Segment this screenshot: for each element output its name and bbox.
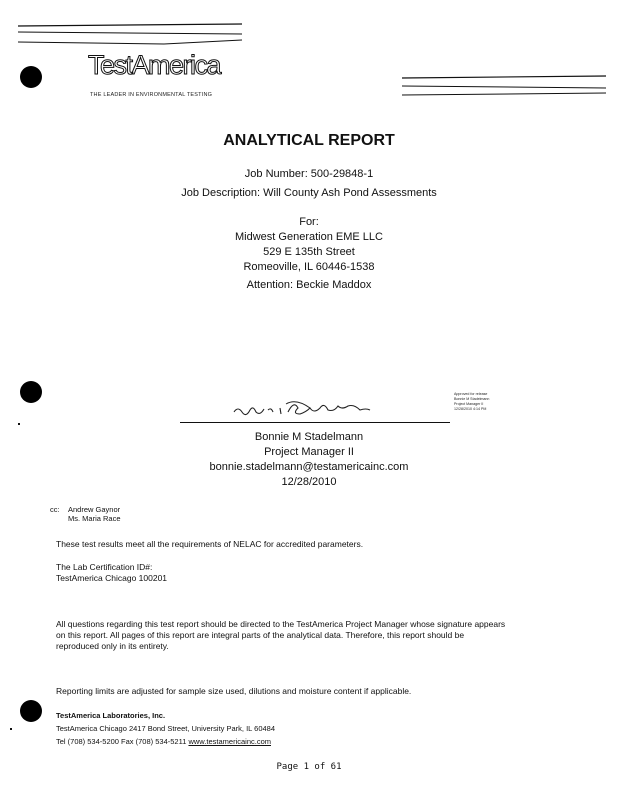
reporting-limits-note: Reporting limits are adjusted for sample size used, dilutions and moisture content if applicable.	[56, 686, 412, 696]
scan-speck	[10, 728, 12, 730]
cc-label: cc:	[50, 505, 60, 514]
footer-phone-fax: Tel (708) 534-5200 Fax (708) 534-5211	[56, 737, 187, 746]
footer-company: TestAmerica Laboratories, Inc.	[56, 711, 166, 720]
handwritten-signature	[228, 398, 378, 422]
report-title: ANALYTICAL REPORT	[223, 132, 395, 149]
footer-website-link[interactable]: www.testamericainc.com	[188, 737, 271, 746]
page-number: Page 1 of 61	[276, 762, 342, 772]
approval-line: 12/28/2010 4:14 PM	[454, 407, 487, 411]
logo-tagline: THE LEADER IN ENVIRONMENTAL TESTING	[90, 92, 213, 98]
questions-line-1: All questions regarding this test report should be directed to the TestAmerica Project Manager whose signature appears	[56, 619, 506, 629]
questions-line-3: reproduced only in its entirety.	[56, 641, 169, 651]
job-number: Job Number: 500-29848-1	[244, 168, 374, 180]
binder-hole-middle	[20, 381, 42, 403]
signer-email[interactable]: bonnie.stadelmann@testamericainc.com	[209, 461, 409, 473]
client-name: Midwest Generation EME LLC	[235, 231, 383, 243]
cc-recipient: Ms. Maria Race	[68, 514, 121, 523]
for-label: For:	[299, 216, 319, 228]
binder-hole-top	[20, 66, 42, 88]
footer-address: TestAmerica Chicago 2417 Bond Street, University Park, IL 60484	[56, 724, 276, 733]
approval-line: Approved for release	[454, 392, 488, 396]
header-lines-left	[14, 20, 246, 48]
nelac-statement: These test results meet all the requirements of NELAC for accredited parameters.	[56, 539, 364, 549]
electronic-approval-stamp	[454, 392, 514, 412]
scan-speck	[18, 423, 20, 425]
client-city: Romeoville, IL 60446-1538	[243, 261, 375, 273]
binder-hole-bottom	[20, 700, 42, 722]
client-street: 529 E 135th Street	[263, 246, 355, 258]
signer-name: Bonnie M Stadelmann	[254, 431, 364, 443]
signature-line	[180, 422, 450, 423]
cc-recipient: Andrew Gaynor	[68, 505, 121, 514]
signature-date: 12/28/2010	[281, 476, 337, 488]
approval-line: Project Manager II	[454, 402, 484, 406]
job-description: Job Description: Will County Ash Pond Assessments	[181, 187, 437, 199]
cert-value: TestAmerica Chicago 100201	[56, 573, 168, 583]
cert-label: The Lab Certification ID#:	[56, 562, 153, 572]
questions-line-2: on this report. All pages of this report are integral parts of the analytical data. Therefore, this report should be	[56, 630, 465, 640]
footer-contact	[56, 737, 271, 746]
approval-line: Bonnie M Stadelmann	[454, 397, 490, 401]
header-lines-right	[400, 72, 610, 100]
company-logo: TestAmerica	[88, 50, 221, 80]
signer-role: Project Manager II	[264, 446, 354, 458]
client-attention: Attention: Beckie Maddox	[246, 279, 372, 291]
